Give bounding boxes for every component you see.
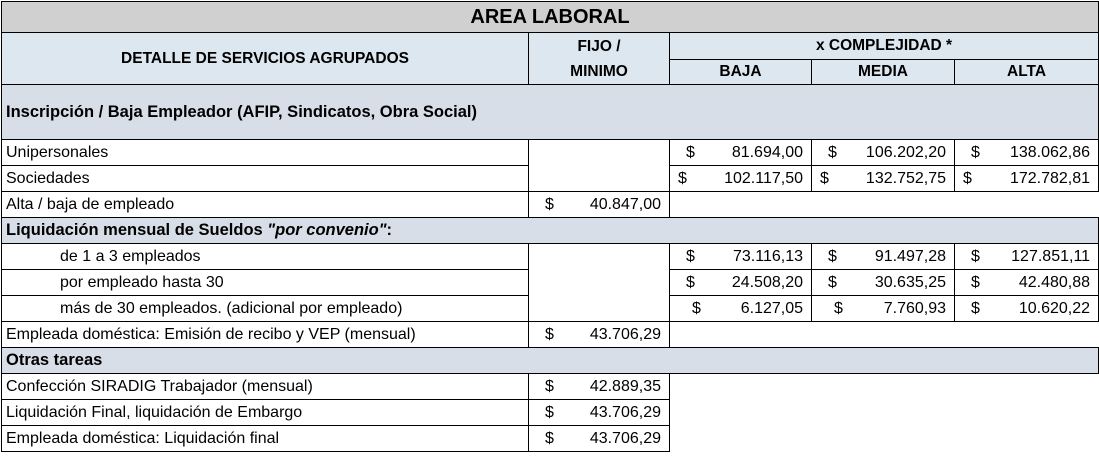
section-title: Inscripción / Baja Empleador (AFIP, Sindicatos, Obra Social) xyxy=(6,102,477,121)
price-low: $ 6.127,05 xyxy=(670,296,812,322)
price-fixed: $ 43.706,29 xyxy=(529,426,670,452)
header-row xyxy=(2,33,1099,60)
fixed-cell-empty xyxy=(529,140,670,192)
header-fixed xyxy=(529,33,670,85)
empty-cell xyxy=(670,192,1099,218)
row-label: Sociedades xyxy=(2,166,529,192)
table-row xyxy=(2,192,1099,218)
header-fixed-line1: FIJO / xyxy=(577,37,621,55)
price-low: $ 81.694,00 xyxy=(670,140,812,166)
row-label: Liquidación Final, liquidación de Embargo xyxy=(2,400,529,426)
price-table xyxy=(1,1,1099,452)
empty-cell xyxy=(670,374,1099,452)
header-low: BAJA xyxy=(670,60,812,85)
price-low: $ 24.508,20 xyxy=(670,270,812,296)
header-detail: DETALLE DE SERVICIOS AGRUPADOS xyxy=(2,33,529,85)
row-label: Empleada doméstica: Emisión de recibo y VEP (mensual) xyxy=(2,322,529,348)
empty-cell xyxy=(670,322,1099,348)
price-medium: $ 30.635,25 xyxy=(812,270,955,296)
price-high: $ 42.480,88 xyxy=(955,270,1099,296)
price-fixed: $ 43.706,29 xyxy=(529,400,670,426)
header-high: ALTA xyxy=(955,60,1099,85)
price-medium: $ 106.202,20 xyxy=(812,140,955,166)
title-row xyxy=(2,2,1099,33)
header-fixed-line2: MINIMO xyxy=(570,62,628,80)
table-row xyxy=(2,322,1099,348)
row-label: más de 30 empleados. (adicional por empleado) xyxy=(2,296,529,322)
row-label: de 1 a 3 empleados xyxy=(2,244,529,270)
price-low: $ 102.117,50 xyxy=(670,166,812,192)
price-high: $ 127.851,11 xyxy=(955,244,1099,270)
price-fixed: $ 40.847,00 xyxy=(529,192,670,218)
price-medium: $ 7.760,93 xyxy=(812,296,955,322)
section-header xyxy=(2,85,1099,140)
row-label: Confección SIRADIG Trabajador (mensual) xyxy=(2,374,529,400)
table-row xyxy=(2,374,1099,400)
section-title: Liquidación mensual de Sueldos "por convenio": xyxy=(2,218,1099,244)
table-title: AREA LABORAL xyxy=(2,2,1099,33)
price-low: $ 73.116,13 xyxy=(670,244,812,270)
price-high: $ 138.062,86 xyxy=(955,140,1099,166)
price-high: $ 172.782,81 xyxy=(955,166,1099,192)
row-label: Alta / baja de empleado xyxy=(2,192,529,218)
table-row xyxy=(2,244,1099,270)
price-fixed: $ 42.889,35 xyxy=(529,374,670,400)
row-label: Unipersonales xyxy=(2,140,529,166)
price-medium: $ 132.752,75 xyxy=(812,166,955,192)
price-fixed: $ 43.706,29 xyxy=(529,322,670,348)
header-medium: MEDIA xyxy=(812,60,955,85)
section-title: Otras tareas xyxy=(2,348,1099,374)
fixed-cell-empty xyxy=(529,244,670,322)
row-label: por empleado hasta 30 xyxy=(2,270,529,296)
price-medium: $ 91.497,28 xyxy=(812,244,955,270)
price-high: $ 10.620,22 xyxy=(955,296,1099,322)
row-label: Empleada doméstica: Liquidación final xyxy=(2,426,529,452)
header-complexity: x COMPLEJIDAD * xyxy=(670,33,1099,60)
section-header xyxy=(2,218,1099,244)
section-header xyxy=(2,348,1099,374)
table-row xyxy=(2,140,1099,166)
